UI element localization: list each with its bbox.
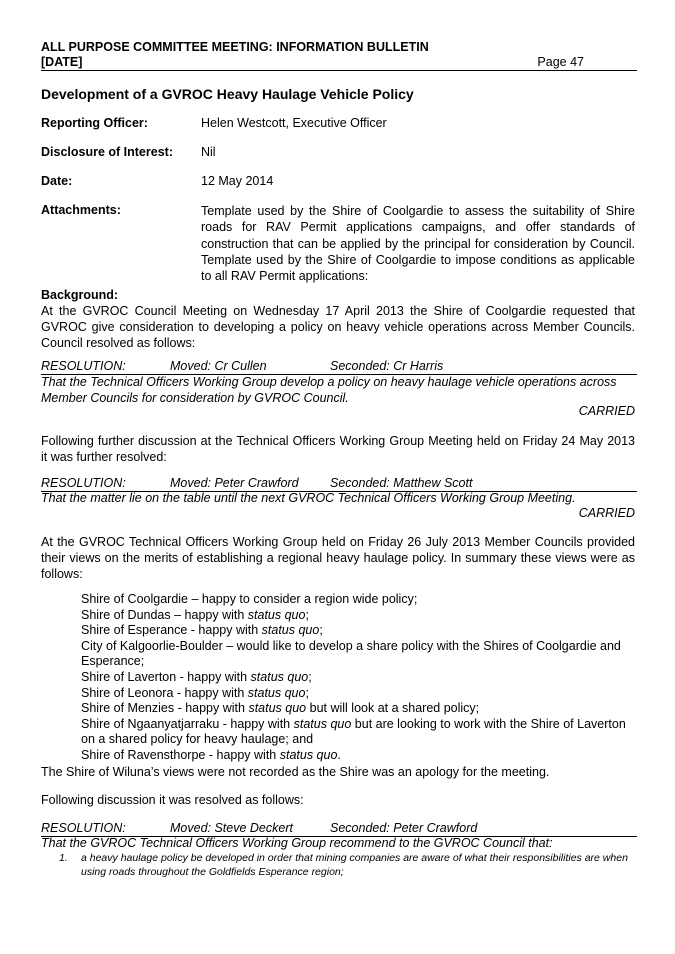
resolution-1-text: That the Technical Officers Working Group develop a policy on heavy haulage vehicle operations across Member Councils for consideration by GVROC Council. (41, 375, 617, 405)
recommendation-item-1 (59, 852, 635, 880)
disclosure-label: Disclosure of Interest: (41, 145, 173, 159)
header-rule (41, 70, 637, 71)
resolution-2-moved: Moved: Peter Crawford (170, 476, 299, 490)
list-item: Shire of Coolgardie – happy to consider a region wide policy; (81, 592, 418, 606)
reporting-officer-label: Reporting Officer: (41, 116, 148, 130)
recommendation-number: 1. (59, 852, 68, 864)
resolution-2-text: That the matter lie on the table until the next GVROC Technical Officers Working Group Meeting. (41, 491, 576, 505)
header-page-number: Page 47 (537, 55, 584, 69)
resolution-1-label: RESOLUTION: (41, 359, 126, 373)
resolution-1-moved: Moved: Cr Cullen (170, 359, 267, 373)
reporting-officer-value: Helen Westcott, Executive Officer (201, 116, 387, 130)
list-item: Shire of Ngaanyatjarraku - happy with status quo but are looking to work with the Shire of Laverton on a shared policy for heavy haulage; and (81, 716, 626, 747)
member-views-list (81, 592, 635, 764)
date-label: Date: (41, 174, 73, 188)
following-paragraph: Following discussion it was resolved as follows: (41, 793, 304, 807)
list-item: Shire of Esperance - happy with status quo; (81, 623, 323, 638)
list-item: Shire of Laverton - happy with status quo; (81, 669, 312, 684)
resolution-2-label: RESOLUTION: (41, 476, 126, 490)
item-title: Development of a GVROC Heavy Haulage Vehicle Policy (41, 86, 414, 102)
resolution-2-carried: CARRIED (578, 506, 635, 520)
disclosure-value: Nil (201, 145, 216, 159)
resolution-3-label: RESOLUTION: (41, 821, 126, 835)
list-item: Shire of Menzies - happy with status quo but will look at a shared policy; (81, 701, 480, 716)
date-value: 12 May 2014 (201, 174, 274, 188)
resolution-3-text: That the GVROC Technical Officers Working Group recommend to the GVROC Council that: (41, 836, 553, 850)
resolution-2-seconded: Seconded: Matthew Scott (330, 476, 473, 490)
attachments-label: Attachments: (41, 203, 121, 217)
list-item: Shire of Leonora - happy with status quo; (81, 685, 309, 700)
background-intro: At the GVROC Council Meeting on Wednesday 17 April 2013 the Shire of Coolgardie requested that GVROC give consideration to developing a policy on heavy vehicle operations across Member Councils. Council resolved as follows: (41, 304, 635, 350)
attachments-value: Template used by the Shire of Coolgardie to assess the suitability of Shire roads for RAV Permit applications campaigns, and offer standards of construction that can be applied by the principal for consideration by Council. Template used by the Shire of Coolgardie to impose conditions as applicable to all RAV Permit applications: (201, 204, 635, 284)
recommendation-text: a heavy haulage policy be developed in order that mining companies are aware of what their responsibilities are when using roads throughout the Goldfields Esperance region; (81, 852, 628, 878)
resolution-3-seconded: Seconded: Peter Crawford (330, 821, 478, 835)
resolution-3-header (41, 820, 637, 836)
wiluna-paragraph: The Shire of Wiluna’s views were not recorded as the Shire was an apology for the meeting. (41, 765, 550, 779)
resolution-2-header (41, 475, 637, 491)
resolution-3-moved: Moved: Steve Deckert (170, 821, 293, 835)
list-item: Shire of Ravensthorpe - happy with status quo. (81, 747, 341, 762)
views-intro-paragraph: At the GVROC Technical Officers Working Group held on Friday 26 July 2013 Member Councils provided their views on the merits of establishing a regional heavy haulage policy. In summary these views were as follows: (41, 535, 635, 581)
resolution-1-carried: CARRIED (578, 404, 635, 418)
list-item: Shire of Dundas – happy with status quo; (81, 607, 309, 622)
resolution-1-seconded: Seconded: Cr Harris (330, 359, 444, 373)
list-item: City of Kalgoorlie-Boulder – would like to develop a share policy with the Shires of Coolgardie and Esperance; (81, 638, 621, 669)
header-title: ALL PURPOSE COMMITTEE MEETING: INFORMATION BULLETIN (41, 40, 429, 54)
header-date: [DATE] (41, 55, 83, 69)
further-discussion-paragraph: Following further discussion at the Technical Officers Working Group Meeting held on Friday 24 May 2013 it was further resolved: (41, 434, 635, 464)
resolution-1-header (41, 358, 637, 374)
background-heading: Background: (41, 288, 119, 302)
